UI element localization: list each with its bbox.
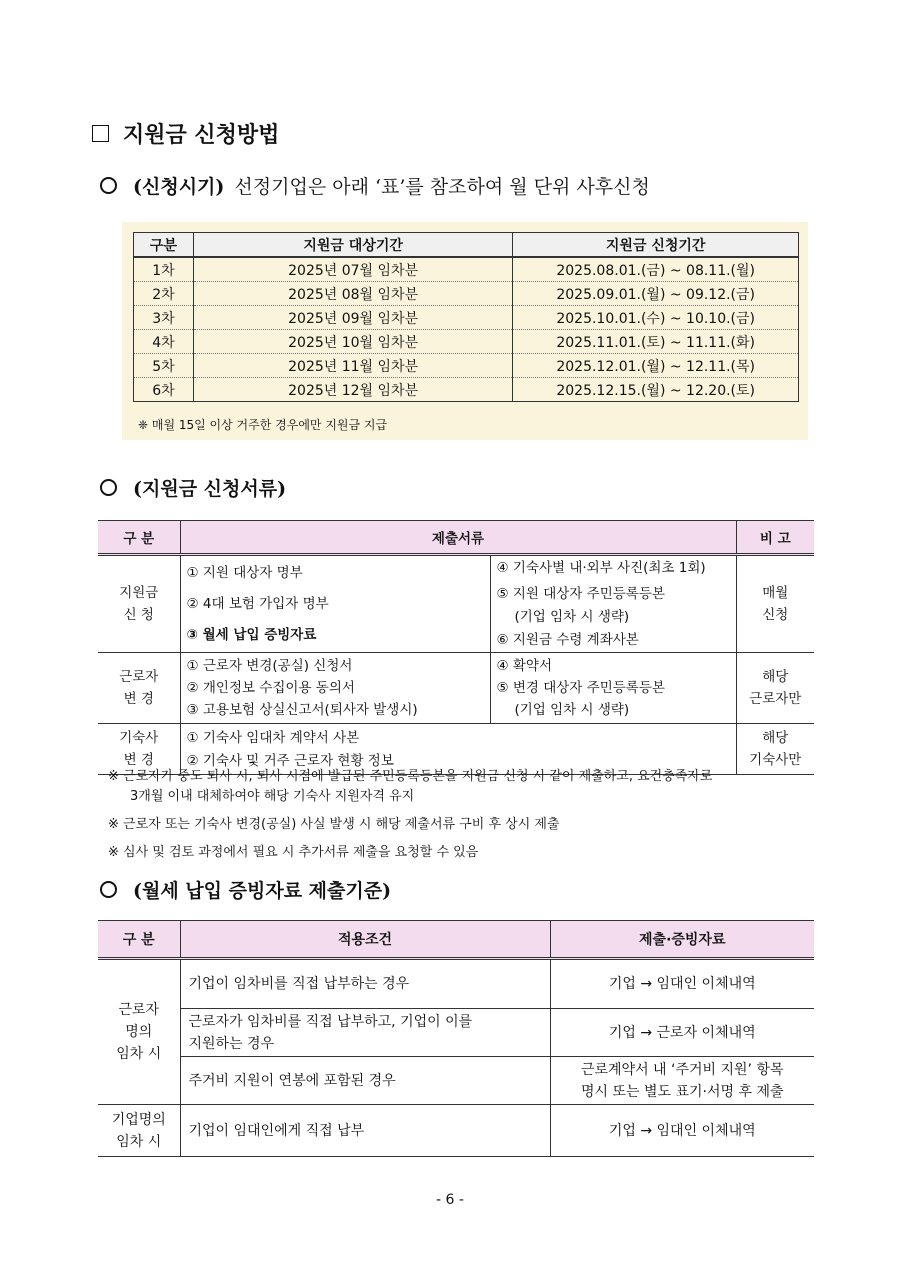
section-rent-heading: (월세 납입 증빙자료 제출기준) <box>100 876 401 903</box>
header-cell: 구 분 <box>98 521 180 555</box>
page-number: - 6 - <box>436 1192 464 1208</box>
table-row: 5차 2025년 11월 임차분 2025.12.01.(월) ~ 12.11.(목) <box>134 354 799 378</box>
circle-bullet-icon <box>100 479 117 496</box>
header-cell: 제출·증빙자료 <box>550 921 814 959</box>
checkbox-square-icon <box>92 125 109 142</box>
note-1-continued: 3개월 이내 대체하여야 해당 기숙사 지원자격 유지 <box>130 789 415 804</box>
header-cell: 구분 <box>134 233 194 258</box>
table-row: 기업명의 임차 시 기업이 임대인에게 직접 납부 기업 → 임대인 이체내역 <box>98 1105 814 1157</box>
circle-bullet-icon <box>100 177 117 194</box>
header-cell: 지원금 신청기간 <box>513 233 799 258</box>
table-row: 2차 2025년 08월 임차분 2025.09.01.(월) ~ 09.12.(금) <box>134 282 799 306</box>
table-row: 근로자 변 경 ① 근로자 변경(공실) 신청서 ② 개인정보 수집이용 동의서 ③ 고용보험 상실신고서(퇴사자 발생시) ④ 확약서 ⑤ 변경 대상자 주민등록등본 (기업 임차 시 생략) 해당 근로자만 <box>98 653 814 724</box>
table-row: 4차 2025년 10월 임차분 2025.11.01.(토) ~ 11.11.(화) <box>134 330 799 354</box>
circle-bullet-icon <box>100 881 117 898</box>
section-documents-heading: (지원금 신청서류) <box>100 474 296 501</box>
table-row: 6차 2025년 12월 임차분 2025.12.15.(월) ~ 12.20.(토) <box>134 378 799 402</box>
period-table <box>133 232 799 402</box>
table-row: 3차 2025년 09월 임차분 2025.10.01.(수) ~ 10.10.(금) <box>134 306 799 330</box>
header-cell: 지원금 대상기간 <box>193 233 512 258</box>
table-row: 기숙사 변 경 ① 기숙사 임대차 계약서 사본 ② 기숙사 및 거주 근로자 현황 정보 해당 기숙사만 <box>98 724 814 775</box>
note-3: ※ 심사 및 검토 과정에서 필요 시 추가서류 제출을 요청할 수 있음 <box>108 845 479 860</box>
note-1: ※ 근로자가 중도 퇴사 시, 퇴사 시점에 발급된 주민등록등본을 지원금 신청 시 같이 제출하고, 요건충족자로 <box>108 769 713 784</box>
table-row: 근로자 명의 임차 시 기업이 임차비를 직접 납부하는 경우 기업 → 임대인 이체내역 <box>98 959 814 1009</box>
table-row: 주거비 지원이 연봉에 포함된 경우 근로계약서 내 ‘주거비 지원’ 항목 명시 또는 별도 표기·서명 후 제출 <box>98 1057 814 1105</box>
documents-table <box>98 520 814 775</box>
period-table-panel <box>122 222 808 440</box>
period-note: ❈ 매월 15일 이상 거주한 경우에만 지원금 지급 <box>138 418 388 432</box>
section-timing-heading: (신청시기) 선정기업은 아래 ‘표’를 참조하여 월 단위 사후신청 <box>100 172 650 199</box>
header-cell: 구 분 <box>98 921 180 959</box>
header-cell: 적용조건 <box>180 921 550 959</box>
page-title: 지원금 신청방법 <box>92 118 279 149</box>
header-cell: 제출서류 <box>180 521 736 555</box>
header-cell: 비 고 <box>736 521 814 555</box>
table-row: 근로자가 임차비를 직접 납부하고, 기업이 이를 지원하는 경우 기업 → 근로자 이체내역 <box>98 1009 814 1057</box>
note-2: ※ 근로자 또는 기숙사 변경(공실) 사실 발생 시 해당 제출서류 구비 후 상시 제출 <box>108 817 560 832</box>
table-row: 지원금 신 청 ① 지원 대상자 명부 ② 4대 보험 가입자 명부 ③ 월세 납입 증빙자료 ④ 기숙사별 내·외부 사진(최초 1회) ⑤ 지원 대상자 주민등록등본 (기업 임차 시 생략) ⑥ 지원금 수령 계좌사본 매월 신청 <box>98 555 814 653</box>
rent-evidence-table <box>98 920 814 1157</box>
table-row: 1차 2025년 07월 임차분 2025.08.01.(금) ~ 08.11.(월) <box>134 257 799 282</box>
